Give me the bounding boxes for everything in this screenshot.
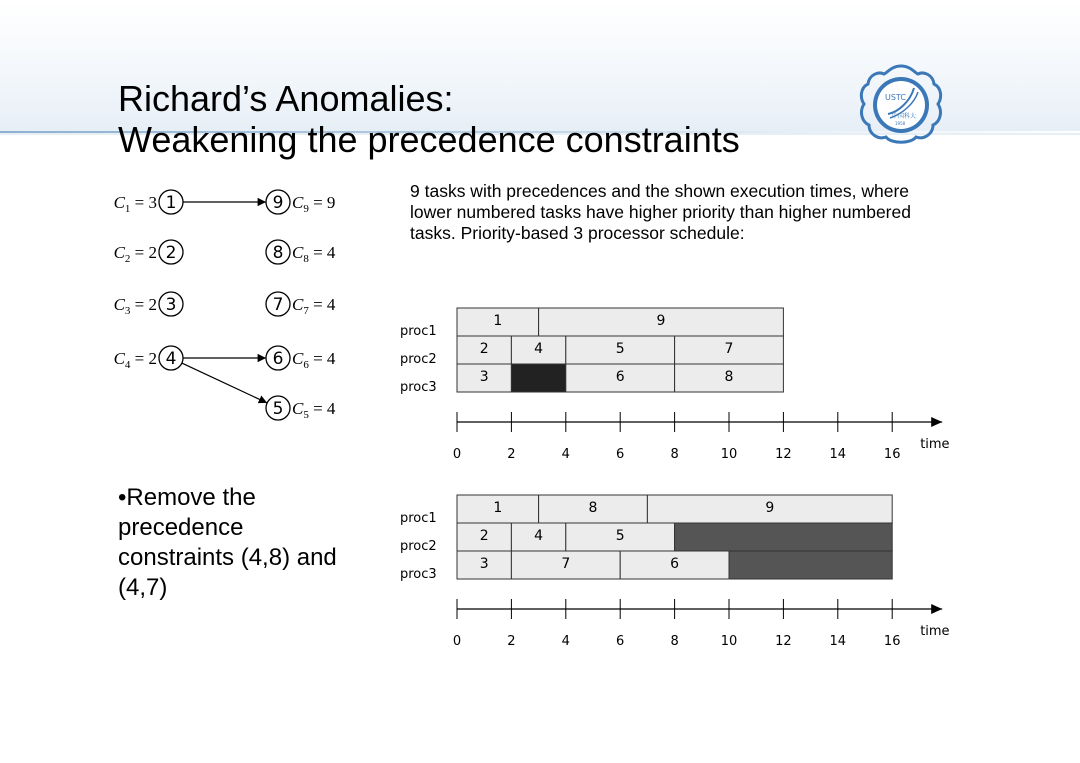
task-block-9 <box>539 308 784 336</box>
task-node-5 <box>266 396 336 421</box>
task-block-5 <box>566 523 675 551</box>
task-exec-time-3: $C_3 = 2$ <box>113 295 157 317</box>
task-node-2 <box>114 240 183 265</box>
task-node-9 <box>266 190 335 215</box>
logo-text: USTC <box>885 93 906 102</box>
task-block-4 <box>511 336 565 364</box>
axis-tick-label: 10 <box>720 447 738 462</box>
task-block-2 <box>457 523 511 551</box>
task-block-label: 8 <box>588 500 598 516</box>
task-node-6 <box>266 346 336 371</box>
task-block-label: 5 <box>615 341 625 357</box>
idle-block-row3 <box>511 364 565 392</box>
logo-motto: 中国科大 <box>892 113 917 120</box>
task-node-label: 9 <box>272 193 284 213</box>
slide-title <box>118 78 740 160</box>
task-exec-time-2: $C_2 = 2$ <box>113 243 157 265</box>
axis-tick-label: 12 <box>775 447 792 462</box>
task-node-label: 4 <box>165 349 177 369</box>
axis-label-time: time <box>920 624 950 639</box>
axis-tick-label: 0 <box>452 447 462 462</box>
task-block-label: 9 <box>765 500 775 516</box>
axis-tick-label: 6 <box>616 447 625 462</box>
description-text: 9 tasks with precedences and the shown execution times, where lower numbered tasks have higher priority than higher numbered tasks. Priority-based 3 processor schedule: <box>410 181 911 243</box>
task-node-label: 5 <box>272 399 284 419</box>
task-node-4 <box>114 346 183 371</box>
task-block-8 <box>539 495 648 523</box>
task-block-label: 1 <box>493 313 503 329</box>
axis-tick-label: 16 <box>883 634 901 649</box>
axis-tick-label: 8 <box>670 447 679 462</box>
task-block-label: 2 <box>479 528 489 544</box>
task-exec-time-9: $C_9 = 9$ <box>292 193 336 215</box>
schedule-chart-original <box>390 300 980 470</box>
task-exec-time-8: $C_8 = 4$ <box>292 243 336 265</box>
task-block-1 <box>457 308 539 336</box>
task-block-5 <box>566 336 675 364</box>
task-node-label: 2 <box>165 243 177 263</box>
task-block-6 <box>566 364 675 392</box>
axis-arrow <box>931 417 942 427</box>
title-line-2: Weakening the precedence constraints <box>118 119 740 160</box>
task-node-label: 3 <box>165 295 177 315</box>
task-exec-time-6: $C_6 = 4$ <box>292 349 336 371</box>
precedence-edge-4-5 <box>182 363 267 403</box>
task-block-label: 7 <box>724 341 734 357</box>
processor-label-proc3: proc3 <box>400 380 437 395</box>
task-block-8 <box>675 364 784 392</box>
task-node-label: 8 <box>272 243 284 263</box>
schedule-chart-weakened <box>390 487 980 657</box>
task-block-4 <box>511 523 565 551</box>
processor-label-proc1: proc1 <box>400 324 437 339</box>
task-node-label: 6 <box>272 349 284 369</box>
task-block-label: 8 <box>724 369 734 385</box>
axis-tick-label: 8 <box>670 634 679 649</box>
processor-label-proc3: proc3 <box>400 567 437 582</box>
axis-tick-label: 2 <box>507 634 516 649</box>
axis-tick-label: 0 <box>452 634 462 649</box>
task-block-6 <box>620 551 729 579</box>
bullet-remove-constraints: •Remove the precedence constraints (4,8) and (4,7) <box>118 484 337 601</box>
task-block-label: 3 <box>479 369 489 385</box>
processor-label-proc2: proc2 <box>400 352 437 367</box>
task-block-9 <box>647 495 892 523</box>
task-block-3 <box>457 551 511 579</box>
task-block-label: 9 <box>656 313 666 329</box>
axis-tick-label: 4 <box>561 447 570 462</box>
task-block-7 <box>675 336 784 364</box>
task-node-1 <box>114 190 183 215</box>
task-node-label: 7 <box>272 295 284 315</box>
title-line-1: Richard’s Anomalies: <box>118 78 454 119</box>
task-block-7 <box>511 551 620 579</box>
logo-year: 1958 <box>895 121 906 126</box>
task-node-3 <box>114 292 183 317</box>
task-block-1 <box>457 495 539 523</box>
processor-label-proc1: proc1 <box>400 511 437 526</box>
task-exec-time-7: $C_7 = 4$ <box>292 295 336 317</box>
task-exec-time-5: $C_5 = 4$ <box>292 399 336 421</box>
task-block-label: 2 <box>479 341 489 357</box>
axis-tick-label: 4 <box>561 634 570 649</box>
processor-label-proc2: proc2 <box>400 539 437 554</box>
task-node-8 <box>266 240 336 265</box>
task-block-label: 1 <box>493 500 503 516</box>
task-block-3 <box>457 364 511 392</box>
task-exec-time-4: $C_4 = 2$ <box>113 349 157 371</box>
axis-tick-label: 10 <box>720 634 738 649</box>
axis-tick-label: 6 <box>616 634 625 649</box>
task-block-label: 4 <box>534 341 544 357</box>
task-block-2 <box>457 336 511 364</box>
task-block-label: 7 <box>561 556 571 572</box>
ustc-logo <box>858 62 944 148</box>
idle-block-row2 <box>675 523 893 551</box>
idle-block-row3 <box>729 551 892 579</box>
axis-arrow <box>931 604 942 614</box>
axis-tick-label: 12 <box>775 634 792 649</box>
task-node-7 <box>266 292 336 317</box>
task-block-label: 3 <box>479 556 489 572</box>
axis-tick-label: 14 <box>829 634 847 649</box>
task-exec-time-1: $C_1 = 3$ <box>113 193 157 215</box>
task-block-label: 6 <box>670 556 680 572</box>
task-block-label: 6 <box>615 369 625 385</box>
axis-label-time: time <box>920 437 950 452</box>
task-node-label: 1 <box>165 193 177 213</box>
axis-tick-label: 2 <box>507 447 516 462</box>
axis-tick-label: 16 <box>883 447 901 462</box>
task-graph <box>80 182 380 432</box>
axis-tick-label: 14 <box>829 447 847 462</box>
task-block-label: 5 <box>615 528 625 544</box>
task-block-label: 4 <box>534 528 544 544</box>
